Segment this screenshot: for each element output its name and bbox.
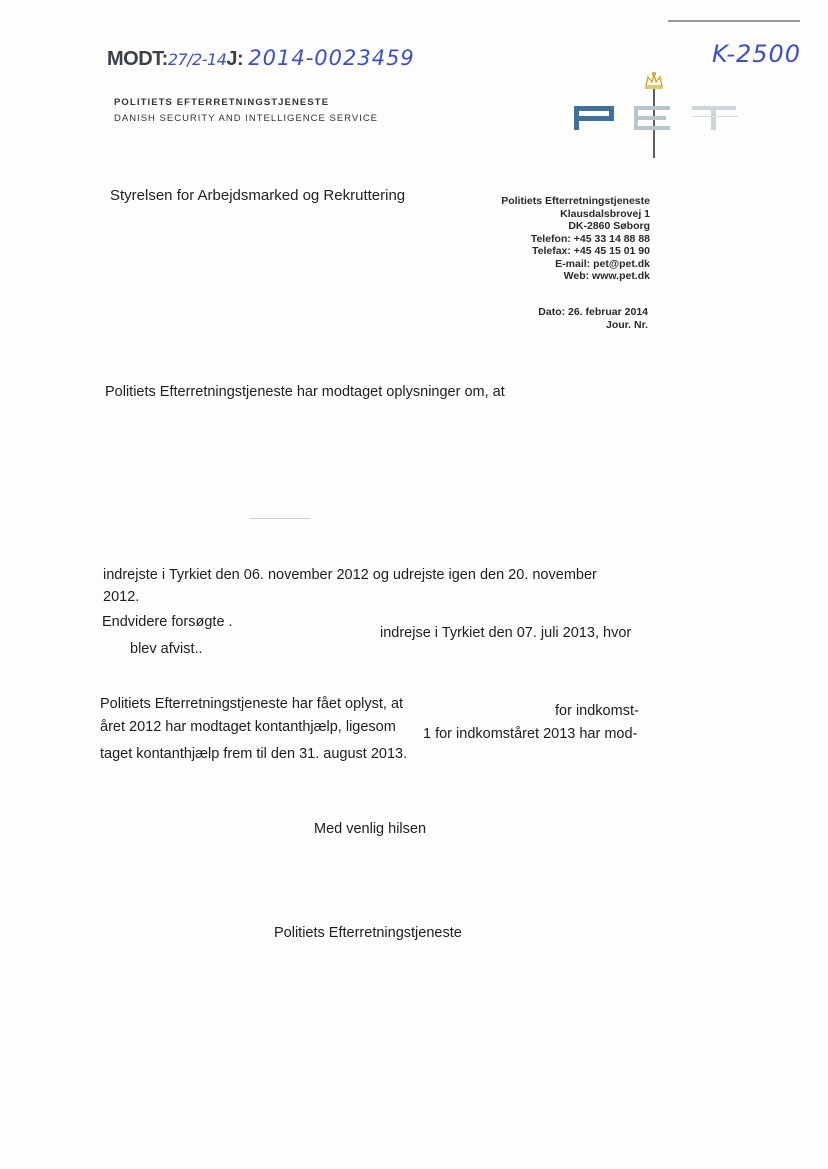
stamp-j-label: J: bbox=[226, 48, 244, 70]
journal-number: Jour. Nr. bbox=[605, 319, 648, 331]
redaction-trace bbox=[250, 518, 310, 519]
stamp-date: 27/2-14 bbox=[167, 50, 227, 69]
sender-address-block bbox=[501, 195, 650, 283]
body-paragraph-2-line-1: indrejste i Tyrkiet den 06. november 2012 og udrejste igen den 20. november bbox=[103, 567, 597, 583]
stamp-prefix: MODT: bbox=[107, 48, 168, 70]
address-line: DK-2860 Søborg bbox=[568, 220, 650, 232]
address-line: Klausdalsbrovej 1 bbox=[560, 207, 650, 220]
address-fax: Telefax: +45 45 15 01 90 bbox=[531, 245, 650, 257]
address-phone: Telefon: +45 33 14 88 88 bbox=[530, 232, 650, 245]
agency-name-danish: POLITIETS EFTERRETNINGSTJENESTE bbox=[114, 97, 330, 108]
body-paragraph-2-line-2: 2012. bbox=[103, 589, 140, 605]
body-paragraph-1: Politiets Efterretningstjeneste har modtaget oplysninger om, at bbox=[105, 384, 505, 400]
letter-date: Dato: 26. februar 2014 bbox=[538, 306, 648, 318]
body-paragraph-4-part-4: 1 for indkomståret 2013 har mod- bbox=[423, 726, 638, 742]
body-paragraph-4-part-3: året 2012 har modtaget kontanthjælp, ligesom bbox=[100, 719, 396, 735]
body-paragraph-3-part-3: blev afvist.. bbox=[130, 641, 203, 657]
pet-logo-icon bbox=[570, 72, 742, 162]
date-block bbox=[538, 306, 648, 332]
body-paragraph-4-part-1: Politiets Efterretningstjeneste har fået oplyst, at bbox=[100, 696, 404, 712]
received-stamp bbox=[107, 46, 415, 71]
body-paragraph-4-part-5: taget kontanthjælp frem til den 31. august 2013. bbox=[100, 746, 408, 762]
body-paragraph-3-part-2: indrejse i Tyrkiet den 07. juli 2013, hvor bbox=[380, 625, 632, 641]
body-paragraph-3-part-1: Endvidere forsøgte . bbox=[102, 614, 233, 630]
agency-name-english: DANISH SECURITY AND INTELLIGENCE SERVICE bbox=[114, 113, 379, 124]
crown-icon bbox=[645, 73, 663, 88]
body-paragraph-4-part-2: for indkomst- bbox=[555, 703, 639, 719]
signature-agency: Politiets Efterretningstjeneste bbox=[274, 925, 462, 941]
address-line: Politiets Efterretningstjeneste bbox=[501, 195, 650, 207]
recipient-name: Styrelsen for Arbejdsmarked og Rekruttering bbox=[110, 187, 406, 204]
scan-edge-line bbox=[668, 20, 800, 22]
handwritten-note: K-2500 bbox=[712, 40, 802, 68]
address-email: E-mail: pet@pet.dk bbox=[555, 257, 650, 270]
closing-greeting: Med venlig hilsen bbox=[314, 821, 427, 837]
address-web: Web: www.pet.dk bbox=[563, 270, 650, 282]
stamp-case-number: 2014-0023459 bbox=[248, 46, 415, 70]
